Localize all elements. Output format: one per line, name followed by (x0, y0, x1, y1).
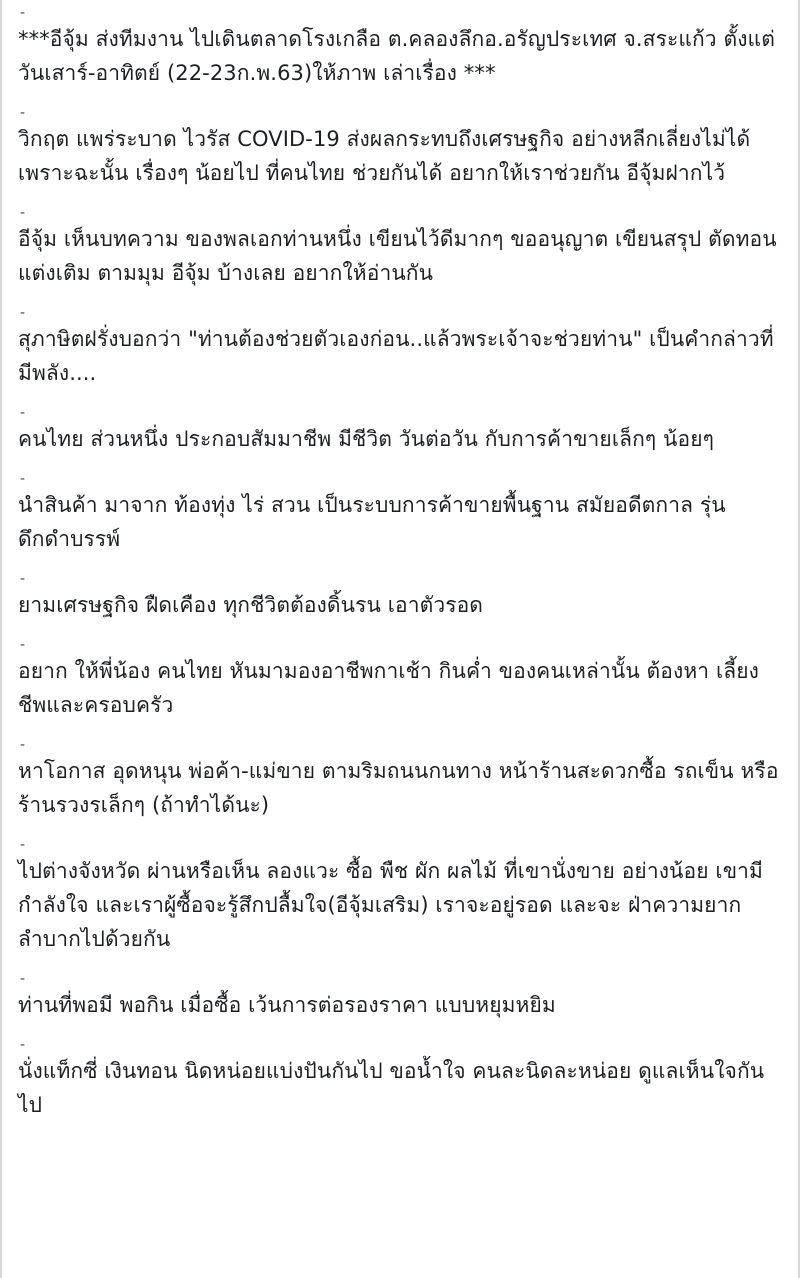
paragraph-proverb: สุภาษิตฝรั่งบอกว่า "ท่านต้องช่วยตัวเองก่อน..แล้วพระเจ้าจะช่วยท่าน" เป็นคำกล่าวที่ มีพลัง.... (18, 327, 774, 385)
paragraph-block-7 (18, 570, 786, 622)
paragraph-block-12 (18, 1036, 786, 1122)
separator-dash: - (20, 837, 26, 853)
paragraph-block-5 (18, 404, 786, 456)
paragraph-block-8 (18, 636, 786, 722)
paragraph-block-10 (18, 836, 786, 956)
paragraph-livelihood: อยาก ให้พี่น้อง คนไทย หันมามองอาชีพกาเช้า กินค่ำ ของคนเหล่านั้น ต้องหา เลี้ยงชีพและครอบครัว (18, 659, 759, 717)
paragraph-intro: ***อีจุ้ม ส่งทีมงาน ไปเดินตลาดโรงเกลือ ต.คลองลึกอ.อรัญประเทศ จ.สระแก้ว ตั้งแต่ วันเสาร์-อาทิตย์ (22-23ก.พ.63)ให้ภาพ เล่าเรื่อง *** (18, 27, 775, 85)
separator-dash: - (20, 1037, 26, 1053)
separator-dash: - (20, 737, 26, 753)
paragraph-block-6 (18, 470, 786, 556)
separator-dash: - (20, 971, 26, 987)
paragraph-goods: นำสินค้า มาจาก ท้องทุ่ง ไร่ สวน เป็นระบบการค้าขายพื้นฐาน สมัยอดีตกาล รุ่นดึกดำบรรพ์ (18, 493, 726, 551)
paragraph-taxi: นั่งแท็กซี่ เงินทอน นิดหน่อยแบ่งปันกันไป ขอน้ำใจ คนละนิดละหน่อย ดูแลเห็นใจกันไป (18, 1059, 765, 1117)
separator-dash: - (20, 5, 26, 21)
separator-dash: - (20, 105, 26, 121)
paragraph-travel: ไปต่างจังหวัด ผ่านหรือเห็น ลองแวะ ซื้อ พืช ผัก ผลไม้ ที่เขานั่งขาย อย่างน้อย เขามีกำลังใจ และเราผู้ซื้อจะรู้สึกปลื้มใจ(อีจุ้มเสริม) เราจะอยู่รอด และจะ ฝ่าความยากลำบากไปด้วยกัน (18, 859, 763, 951)
paragraph-block-2 (18, 104, 786, 190)
paragraph-article: อีจุ้ม เห็นบทความ ของพลเอกท่านหนึ่ง เขียนไว้ดีมากๆ ขออนุญาต เขียนสรุป ตัดทอน แต่งเติม ตามมุม อีจุ้ม บ้างเลย อยากให้อ่านกัน (18, 227, 777, 285)
paragraph-block-4 (18, 304, 786, 390)
paragraph-small-trade: คนไทย ส่วนหนึ่ง ประกอบสัมมาชีพ มีชีวิต วันต่อวัน กับการค้าขายเล็กๆ น้อยๆ (18, 427, 715, 451)
paragraph-block-9 (18, 736, 786, 822)
separator-dash: - (20, 637, 26, 653)
paragraph-covid: วิกฤต แพร่ระบาด ไวรัส COVID-19 ส่งผลกระทบถึงเศรษฐกิจ อย่างหลีกเลี่ยงไม่ได้ เพราะฉะนั้น เรื่องๆ น้อยไป ที่คนไทย ช่วยกันได้ อยากให้เราช่วยกัน อีจุ้มฝากไว้ (18, 127, 751, 185)
separator-dash: - (20, 571, 26, 587)
paragraph-economy: ยามเศรษฐกิจ ฝืดเคือง ทุกชีวิตต้องดิ้นรน เอาตัวรอด (18, 593, 484, 617)
paragraph-no-haggling: ท่านที่พอมี พอกิน เมื่อซื้อ เว้นการต่อรองราคา แบบหยุมหยิม (18, 993, 556, 1017)
separator-dash: - (20, 471, 26, 487)
paragraph-support-vendors: หาโอกาส อุดหนุน พ่อค้า-แม่ขาย ตามริมถนนกนทาง หน้าร้านสะดวกซื้อ รถเข็น หรือร้านรวงรเล็กๆ (ถ้าทำได้นะ) (18, 759, 779, 817)
separator-dash: - (20, 305, 26, 321)
paragraph-block-11 (18, 970, 786, 1022)
separator-dash: - (20, 405, 26, 421)
paragraph-block-1 (18, 4, 786, 90)
paragraph-block-3 (18, 204, 786, 290)
separator-dash: - (20, 205, 26, 221)
